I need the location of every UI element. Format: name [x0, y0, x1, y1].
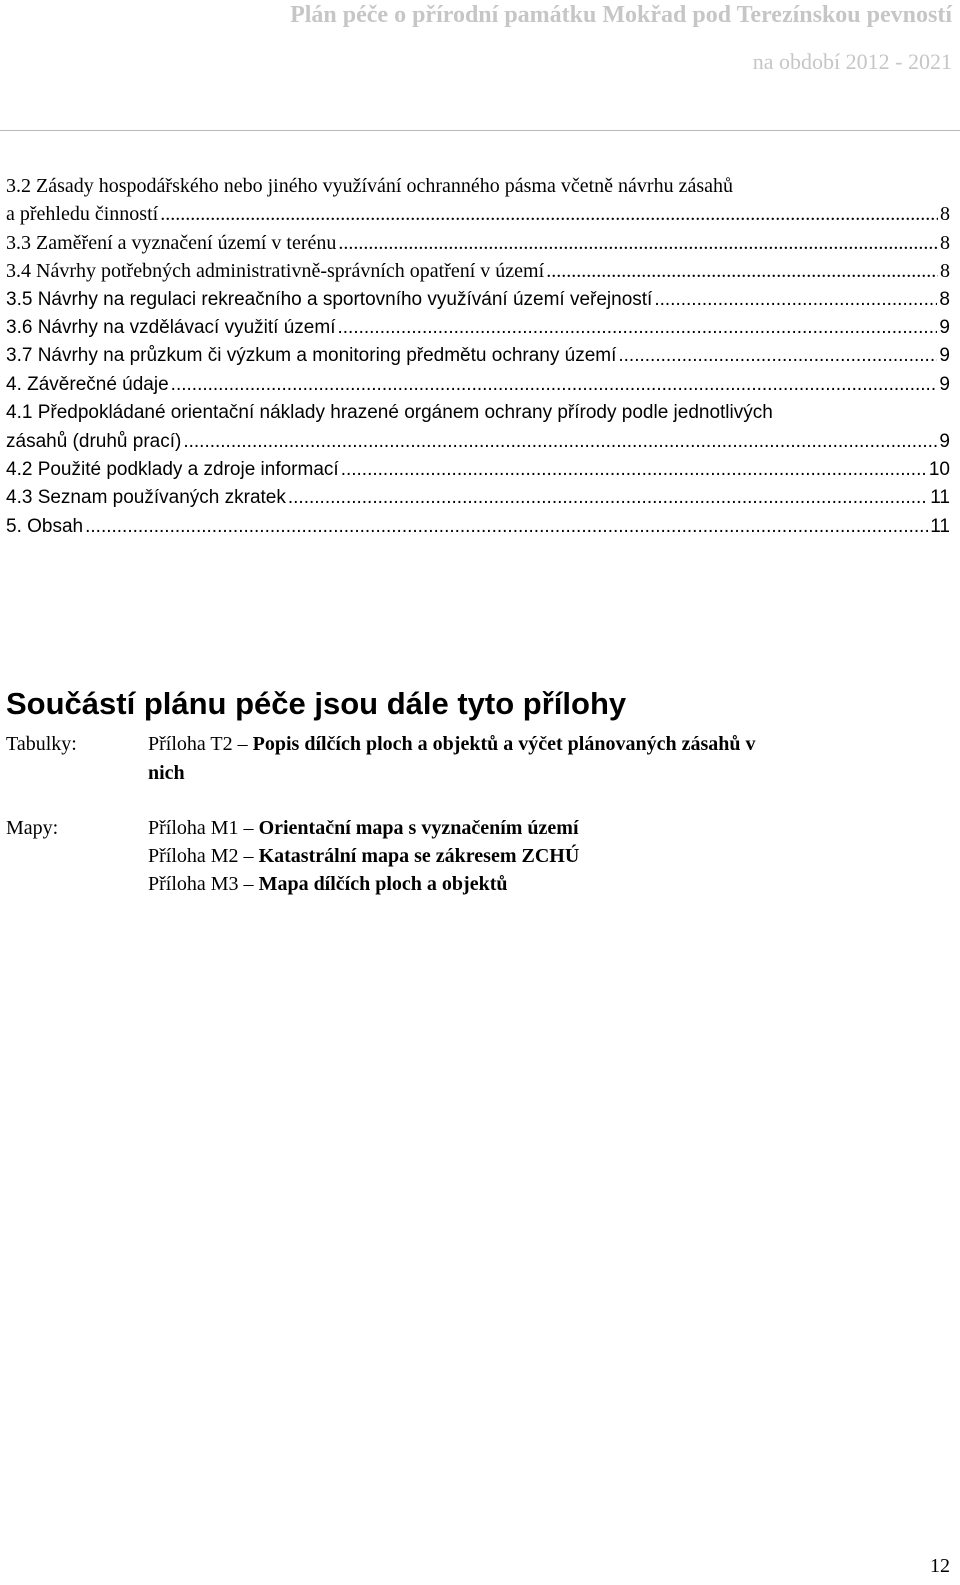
- toc-page-number: 10: [928, 458, 950, 480]
- toc-entry-text: zásahů (druhů prací): [6, 430, 182, 452]
- appendix-title: Popis dílčích ploch a objektů a výčet plánovaných zásahů v: [252, 733, 756, 755]
- header-divider: [0, 130, 960, 131]
- toc-entry-3-6[interactable]: [6, 314, 950, 342]
- appendix-title-cont: nich: [148, 762, 185, 784]
- toc-entry-text: 4. Závěrečné údaje: [6, 373, 169, 395]
- appendix-t2: [148, 730, 755, 758]
- toc-entry-text: 4.3 Seznam používaných zkratek: [6, 487, 286, 509]
- toc-entry-4[interactable]: [6, 371, 950, 399]
- toc-page-number: 11: [930, 487, 950, 509]
- toc-entry-3-4[interactable]: [6, 257, 950, 285]
- toc-entry-text: 3.6 Návrhy na vzdělávací využití území: [6, 316, 336, 338]
- toc-entry-5[interactable]: [6, 513, 950, 541]
- tables-label: Tabulky:: [6, 733, 77, 755]
- toc-page-number: 9: [939, 430, 950, 452]
- appendix-m1: [148, 814, 579, 842]
- toc-entry-text: 3.5 Návrhy na regulaci rekreačního a sportovního využívání území veřejností: [6, 288, 653, 310]
- toc-page-number: 8: [940, 231, 950, 254]
- toc-entry-3-5[interactable]: [6, 286, 950, 314]
- toc-page-number: 8: [940, 203, 950, 226]
- toc-entry-4-2[interactable]: [6, 456, 950, 484]
- document-header-period: na období 2012 - 2021: [752, 49, 952, 74]
- toc-leader-dots: [618, 342, 937, 370]
- toc-entry-text: 4.2 Použité podklady a zdroje informací: [6, 458, 339, 480]
- toc-page-number: 11: [930, 515, 950, 537]
- appendix-title: Orientační mapa s vyznačením území: [258, 817, 579, 839]
- toc-leader-dots: [341, 456, 927, 484]
- appendix-prefix: Příloha M1 –: [148, 817, 254, 839]
- toc-leader-dots: [337, 314, 937, 342]
- appendix-prefix: Příloha T2 –: [148, 733, 248, 755]
- toc-page-number: 9: [939, 345, 950, 367]
- appendix-title: Mapa dílčích ploch a objektů: [258, 873, 508, 895]
- toc-entry-text: 5. Obsah: [6, 515, 84, 537]
- toc-leader-dots: [338, 229, 938, 257]
- appendix-maps-block: [6, 817, 946, 907]
- toc-entry-4-1[interactable]: [6, 428, 950, 456]
- toc-entry-text: a přehledu činností: [6, 203, 159, 226]
- toc-leader-dots: [654, 286, 937, 314]
- toc-page-number: 8: [939, 288, 950, 310]
- maps-label: Mapy:: [6, 817, 59, 839]
- appendix-m3: [148, 870, 507, 898]
- toc-page-number: 8: [940, 260, 950, 283]
- toc-entry-3-3[interactable]: [6, 229, 950, 257]
- toc-entry-3-2[interactable]: [6, 200, 950, 228]
- toc-entry-text: 3.3 Zaměření a vyznačení území v terénu: [6, 231, 337, 254]
- toc-entry-text: 3.7 Návrhy na průzkum či výzkum a monitoring předmětu ochrany území: [6, 345, 617, 367]
- appendix-tables-block: [6, 733, 946, 793]
- appendix-prefix: Příloha M2 –: [148, 845, 254, 867]
- appendix-prefix: Příloha M3 –: [148, 873, 254, 895]
- appendix-t2-line2: [148, 759, 185, 787]
- toc-leader-dots: [85, 513, 928, 541]
- toc-page-number: 9: [939, 373, 950, 395]
- appendices-heading: Součástí plánu péče jsou dále tyto přílohy: [6, 686, 627, 721]
- toc-leader-dots: [183, 428, 937, 456]
- toc-entry-3-7[interactable]: [6, 342, 950, 370]
- toc-page-number: 9: [939, 316, 950, 338]
- page-number: 12: [930, 1555, 950, 1577]
- appendix-title: Katastrální mapa se zákresem ZCHÚ: [258, 845, 580, 867]
- document-header-title: Plán péče o přírodní památku Mokřad pod Terezínskou pevností: [290, 2, 952, 28]
- appendix-m2: [148, 842, 579, 870]
- toc-entry-3-2-line1: 3.2 Zásady hospodářského nebo jiného využívání ochranného pásma včetně návrhu zásahů: [6, 175, 733, 197]
- toc-entry-4-1-line1: 4.1 Předpokládané orientační náklady hrazené orgánem ochrany přírody podle jednotlivých: [6, 402, 773, 424]
- table-of-contents: [6, 172, 950, 541]
- toc-leader-dots: [171, 371, 938, 399]
- toc-entry-text: 3.4 Návrhy potřebných administrativně-správních opatření v území: [6, 260, 545, 283]
- toc-leader-dots: [546, 257, 938, 285]
- toc-leader-dots: [160, 200, 938, 228]
- toc-entry-4-3[interactable]: [6, 484, 950, 512]
- toc-leader-dots: [288, 484, 928, 512]
